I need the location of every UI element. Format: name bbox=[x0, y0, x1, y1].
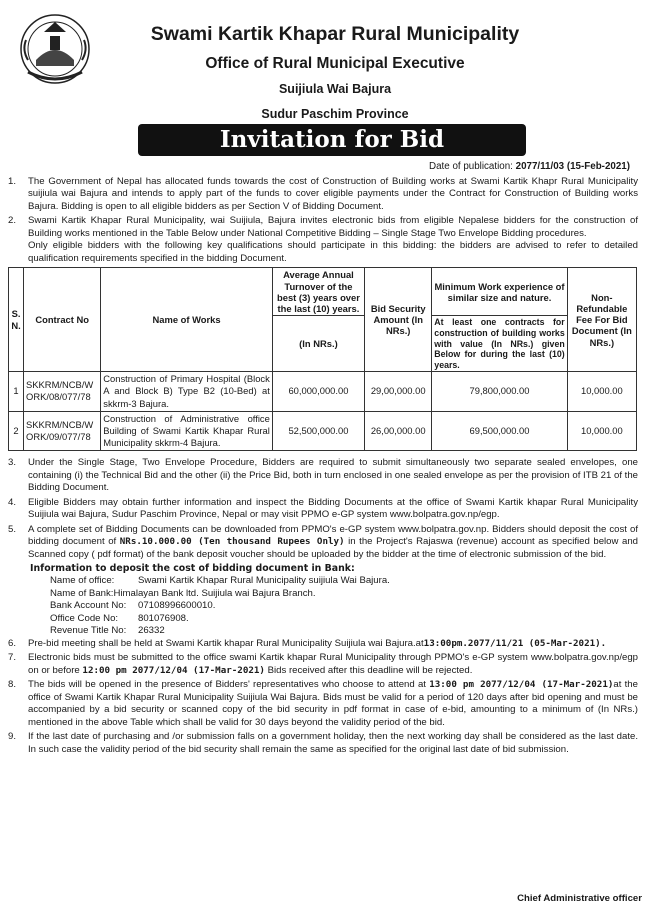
cell-security: 26,00,000.00 bbox=[365, 411, 432, 451]
signoff: Chief Administrative officer bbox=[517, 893, 642, 904]
item-number: 1. bbox=[8, 176, 17, 187]
office-code-label: Office Code No: bbox=[50, 612, 119, 624]
item-7 bbox=[8, 652, 638, 677]
cell-sn: 1 bbox=[9, 372, 24, 412]
item-text bbox=[28, 524, 638, 561]
table-header-row bbox=[9, 268, 637, 316]
item-text: The Government of Nepal has allocated funds towards the cost of Construction of Building works at Swami Kartik Khapr Rural Municipality suijiula wai Bajura and intends to apply part of the funds to cover eligible payments under the Contract for Construction of Building works Bajura. Bidding is open to all eligible bidders as per Section V of Bidding Document. bbox=[28, 176, 638, 212]
item-5 bbox=[8, 524, 638, 561]
bank-office-line bbox=[50, 575, 638, 587]
header-sn: S. N. bbox=[9, 268, 24, 372]
cell-contract: SKKRM/NCB/WORK/08/077/78 bbox=[24, 372, 101, 412]
prebid-datetime: 13:00pm.2077/11/21 (05-Mar-2021). bbox=[423, 637, 607, 649]
bank-info bbox=[8, 575, 638, 637]
item-1 bbox=[8, 176, 638, 213]
notice-body bbox=[8, 176, 638, 758]
cell-works: Construction of Primary Hospital (Block A and Block B) Type B2 (10-Bed) at skkrm-3 Bajura. bbox=[101, 372, 273, 412]
header-turnover: Average Annual Turnover of the best (3) years over the last (10) years. bbox=[272, 268, 364, 316]
revenue-line bbox=[50, 625, 638, 637]
submission-deadline: 12:00 pm 2077/12/04 (17-Mar-2021) bbox=[82, 664, 265, 676]
item-number: 5. bbox=[8, 523, 17, 535]
item-text: Eligible Bidders may obtain further information and inspect the Bidding Documents at the office of Swami Kartik khapar Rural Municipality Suijiula wai Bajura, Sudur Paschim Province, Nepal or may visit PPMO e-GP system www.bolpatra.gov.np/egp. bbox=[28, 496, 638, 521]
office-code-line bbox=[50, 613, 638, 625]
item-6 bbox=[8, 638, 638, 650]
item-number: 7. bbox=[8, 652, 17, 664]
item-8 bbox=[8, 679, 638, 729]
item-text-part: at the office of Swami Kartik Khapar Rural Municipality Suijiula Wai Bajura. Bids must be valid for a period of 120 days after bid opening and must be accompanied by a bid security or scanned copy of the bid security in pdf format in case of e-bid, amounting to a minimum of (In NRs.) mentioned in the above Table which shall be valid for 30 days beyond the validity period of the bid. bbox=[28, 679, 638, 728]
item-number: 3. bbox=[8, 457, 17, 469]
place-title: Suijiula Wai Bajura bbox=[278, 82, 392, 96]
cell-fee: 10,000.00 bbox=[567, 372, 636, 412]
revenue-label: Revenue Title No: bbox=[50, 625, 127, 637]
revenue-value: 26332 bbox=[138, 625, 165, 637]
cell-turnover: 52,500,000.00 bbox=[272, 411, 364, 451]
item-text bbox=[28, 679, 638, 729]
item-2 bbox=[8, 215, 638, 265]
cell-minwork: 69,500,000.00 bbox=[432, 411, 567, 451]
cell-sn: 2 bbox=[9, 411, 24, 451]
bank-office-value: Swami Kartik Khapar Rural Municipality suijiula Wai Bajura. bbox=[138, 575, 390, 587]
cell-security: 29,00,000.00 bbox=[365, 372, 432, 412]
item-text-part: Bids received after this deadline will be rejected. bbox=[264, 664, 473, 676]
header-contract: Contract No bbox=[24, 268, 101, 372]
item-text-part: The bids will be opened in the presence of Bidders' representatives who choose to attend at bbox=[28, 679, 430, 691]
bank-account-label: Bank Account No: bbox=[50, 600, 127, 612]
opening-datetime: 13:00 pm 2077/12/04 (17-Mar-2021) bbox=[429, 679, 614, 691]
item-text: If the last date of purchasing and /or submission falls on a government holiday, then the next working day shall be considered as the last date. In such case the validity period of the bid security shall remain the same as specified for the original last date of bid submission. bbox=[28, 731, 638, 755]
publication-label: Date of publication: bbox=[429, 161, 516, 172]
header-fee: Non-Refundable Fee For Bid Document (In NRs.) bbox=[567, 268, 636, 372]
document-cost: NRs.10.000.00 (Ten thousand Rupees Only) bbox=[119, 536, 345, 548]
office-title: Office of Rural Municipal Executive bbox=[205, 55, 465, 72]
header-turnover-unit: (In NRs.) bbox=[272, 316, 364, 372]
item-9 bbox=[8, 731, 638, 756]
item-number: 6. bbox=[8, 637, 17, 649]
item-3 bbox=[8, 457, 638, 494]
publication-date-value: 2077/11/03 (15-Feb-2021) bbox=[515, 161, 630, 172]
bank-account-value: 07108996600010. bbox=[138, 600, 216, 612]
item-text bbox=[28, 638, 638, 650]
publication-date bbox=[429, 161, 630, 174]
item-text-part: Pre-bid meeting shall be held at Swami Kartik khapar Rural Municipality Suijiula wai Bajura.at bbox=[28, 637, 424, 649]
item-text-part: in the Project's Rajaswa (revenue) account as specified below and Scanned copy ( pdf format) of the bank deposit voucher should be uploaded by the bidder at the time of electronic submission of the bid. bbox=[28, 536, 638, 560]
item-number: 9. bbox=[8, 731, 17, 743]
item-text: Swami Kartik Khapar Rural Municipality, wai Suijiula, Bajura invites electronic bids from eligible Nepalese bidders for the construction of Building works mentioned in the Table Below under National Competitive Bidding – Single Stage Two Envelope Bidding procedures. bbox=[28, 215, 638, 239]
bank-account-line bbox=[50, 600, 638, 612]
item-text-part: A complete set of Bidding Documents can be downloaded from PPMO's e-GP system www.bolpatra.gov.np. Bidders should deposit the cost of bidding document of bbox=[28, 523, 638, 548]
item-text-part: Electronic bids must be submitted to the office swami Kartik khapar Rural Municipality through PPMO's e-GP system www.bolpatra.gov.np/egp on or before bbox=[28, 652, 638, 676]
item-4 bbox=[8, 497, 638, 522]
cell-turnover: 60,000,000.00 bbox=[272, 372, 364, 412]
invitation-banner: Invitation for Bid bbox=[138, 124, 526, 156]
item-text: Under the Single Stage, Two Envelope Procedure, Bidders are required to submit simultaneously two separate sealed envelopes, one containing (i) the Technical Bid and the other (ii) the Price Bid, both in turn enclosed in one sealed envelope as per the provision of ITB 21 of the Bidding Document. bbox=[28, 457, 638, 494]
cell-works: Construction of Administrative office Building of Swami Kartik Khapar Rural Municipality skkrm-4 Bajura. bbox=[101, 411, 273, 451]
item-number: 8. bbox=[8, 679, 17, 691]
bank-heading: Information to deposit the cost of bidding document in Bank: bbox=[30, 563, 355, 575]
province-title: Sudur Paschim Province bbox=[261, 107, 409, 121]
municipality-title: Swami Kartik Khapar Rural Municipality bbox=[150, 23, 520, 45]
bank-name-line: Name of Bank:Himalayan Bank ltd. Suijiula wai Bajura Branch. bbox=[50, 587, 316, 599]
cell-fee: 10,000.00 bbox=[567, 411, 636, 451]
item-text bbox=[28, 652, 638, 677]
table-row bbox=[9, 372, 637, 412]
table-row bbox=[9, 411, 637, 451]
item-number: 4. bbox=[8, 496, 17, 508]
bank-office-label: Name of office: bbox=[50, 575, 115, 587]
item-text-qualifications: Only eligible bidders with the following key qualifications should participate in this bidding: the bidders are advised to refer to detailed qualification requirements specified in the bidding Document. bbox=[28, 240, 638, 264]
header-minwork-sub: At least one contracts for construction of building works with value (In NRs.) given Below for during the last (10) years. bbox=[432, 316, 567, 372]
header-minwork: Minimum Work experience of similar size and nature. bbox=[432, 268, 567, 316]
header-security: Bid Security Amount (In NRs.) bbox=[365, 268, 432, 372]
cell-contract: SKKRM/NCB/WORK/09/077/78 bbox=[24, 411, 101, 451]
cell-minwork: 79,800,000.00 bbox=[432, 372, 567, 412]
header-works: Name of Works bbox=[101, 268, 273, 372]
office-code-value: 801076908. bbox=[138, 612, 189, 624]
bid-table bbox=[8, 267, 637, 451]
item-number: 2. bbox=[8, 215, 17, 227]
